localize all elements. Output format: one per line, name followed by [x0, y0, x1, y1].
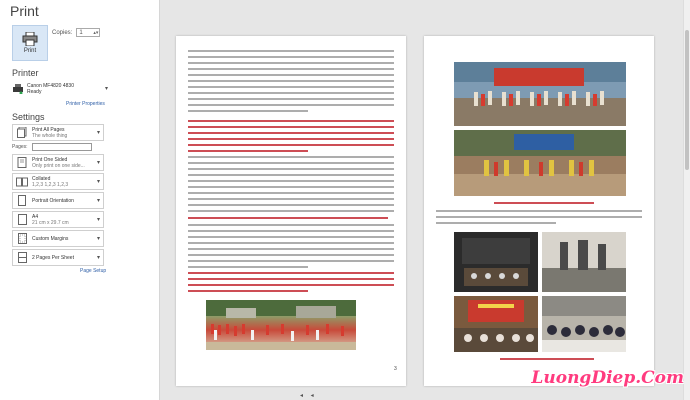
printer-status: Ready — [27, 89, 42, 95]
chevron-down-icon: ▾ — [96, 236, 100, 242]
setting-title: Collated — [32, 175, 51, 182]
setting-subtitle: 21 cm x 29.7 cm — [32, 219, 69, 226]
setting-subtitle: Only print on one side... — [32, 162, 85, 169]
margins-icon — [15, 232, 29, 245]
text-line — [188, 68, 394, 70]
scrollbar-thumb[interactable] — [685, 30, 689, 170]
copies-input[interactable] — [76, 28, 100, 37]
text-line — [188, 120, 394, 122]
copies-label: Copies: — [52, 29, 73, 36]
students-gathering-photo — [542, 296, 626, 352]
setting-title: Custom Margins — [32, 235, 69, 242]
red-heading — [188, 217, 388, 219]
paper-size-select[interactable] — [12, 211, 104, 228]
setting-title: Print All Pages — [32, 126, 65, 133]
setting-subtitle: The whole thing — [32, 132, 68, 139]
classroom-event-photo — [454, 296, 538, 352]
text-line — [188, 156, 394, 158]
page-number: 3 — [394, 366, 397, 372]
pages-field — [12, 143, 92, 151]
copies-control — [52, 28, 100, 37]
text-line — [188, 104, 394, 106]
printer-heading: Printer — [12, 68, 39, 78]
text-line — [436, 216, 642, 218]
printer-name: Canon MF4820 4830 — [27, 83, 74, 89]
chevron-down-icon: ▾ — [96, 255, 100, 261]
pages-label: Pages: — [12, 144, 28, 150]
text-line — [188, 144, 394, 146]
text-line — [188, 204, 394, 206]
sides-select[interactable] — [12, 154, 104, 171]
chevron-down-icon: ▾ — [104, 86, 108, 92]
margins-select[interactable] — [12, 230, 104, 247]
printer-device-icon — [12, 84, 24, 94]
page-setup-link[interactable]: Page Setup — [80, 268, 107, 274]
text-line — [188, 272, 394, 274]
photo-caption — [500, 358, 594, 360]
school-assembly-photo — [206, 300, 356, 350]
text-line — [188, 278, 394, 280]
printer-select[interactable] — [12, 80, 108, 98]
meeting-room-photo — [454, 232, 538, 292]
stage-ceremony-photo — [454, 62, 626, 126]
text-line — [188, 98, 394, 100]
chevron-down-icon: ▾ — [96, 130, 100, 136]
printer-icon — [22, 32, 38, 46]
page-title: Print — [10, 3, 39, 19]
print-preview — [160, 0, 690, 400]
text-line — [188, 56, 394, 58]
text-line — [188, 198, 394, 200]
print-button-label: Print — [23, 48, 37, 54]
text-line — [188, 260, 394, 262]
one-sided-icon — [15, 156, 29, 169]
text-line — [188, 62, 394, 64]
text-line — [188, 132, 394, 134]
text-line — [188, 86, 394, 88]
text-line — [188, 210, 394, 212]
setting-title: 2 Pages Per Sheet — [32, 254, 74, 261]
text-line — [188, 180, 394, 182]
text-line — [188, 242, 394, 244]
text-line — [188, 192, 394, 194]
setting-title: A4 — [32, 213, 39, 220]
pages-input[interactable] — [32, 143, 92, 151]
text-line — [188, 150, 308, 152]
pages-icon — [15, 126, 29, 139]
print-button[interactable] — [12, 25, 48, 61]
text-line — [188, 126, 394, 128]
dance-performance-photo — [454, 130, 626, 196]
print-settings-panel — [0, 0, 160, 400]
text-line — [188, 92, 394, 94]
text-line — [188, 138, 394, 140]
text-line — [188, 80, 394, 82]
pages-per-sheet-select[interactable] — [12, 249, 104, 266]
collation-select[interactable] — [12, 173, 104, 190]
text-line — [436, 210, 642, 212]
text-line — [436, 222, 556, 224]
text-line — [188, 284, 394, 286]
paper-size-icon — [15, 213, 29, 226]
chevron-down-icon: ▾ — [96, 179, 100, 185]
chevron-down-icon: ▾ — [96, 198, 100, 204]
chevron-down-icon: ▾ — [96, 217, 100, 223]
text-line — [188, 266, 308, 268]
text-line — [188, 248, 394, 250]
text-line — [188, 50, 394, 52]
settings-heading: Settings — [12, 112, 45, 122]
setting-subtitle: 1,2,3 1,2,3 1,2,3 — [32, 181, 69, 188]
text-line — [188, 162, 394, 164]
text-line — [188, 174, 394, 176]
preview-page-right — [424, 36, 654, 386]
text-line — [188, 168, 394, 170]
printer-properties-link[interactable]: Printer Properties — [66, 101, 105, 107]
text-line — [188, 186, 394, 188]
text-line — [188, 224, 394, 226]
text-line — [188, 290, 308, 292]
text-line — [188, 230, 394, 232]
copies-value: 1 — [79, 30, 83, 36]
collated-icon — [15, 175, 29, 188]
statue-visit-photo — [542, 232, 626, 292]
preview-page-left — [176, 36, 406, 386]
vertical-scrollbar[interactable] — [683, 0, 690, 400]
setting-title: Portrait Orientation — [32, 197, 74, 204]
text-line — [188, 110, 308, 112]
page-navigation[interactable]: ◂ ◂ — [300, 393, 317, 399]
pages-per-sheet-icon — [15, 251, 29, 264]
print-range-select[interactable] — [12, 124, 104, 141]
setting-title: Print One Sided — [32, 156, 68, 163]
text-line — [188, 74, 394, 76]
watermark-logo: LuongDiep.Com — [531, 368, 684, 388]
text-line — [188, 254, 394, 256]
photo-caption — [494, 202, 594, 204]
orientation-select[interactable] — [12, 192, 104, 209]
portrait-icon — [15, 194, 29, 207]
text-line — [188, 236, 394, 238]
chevron-down-icon: ▾ — [96, 160, 100, 166]
copies-spinner-icon[interactable]: ▴▾ — [93, 30, 99, 36]
